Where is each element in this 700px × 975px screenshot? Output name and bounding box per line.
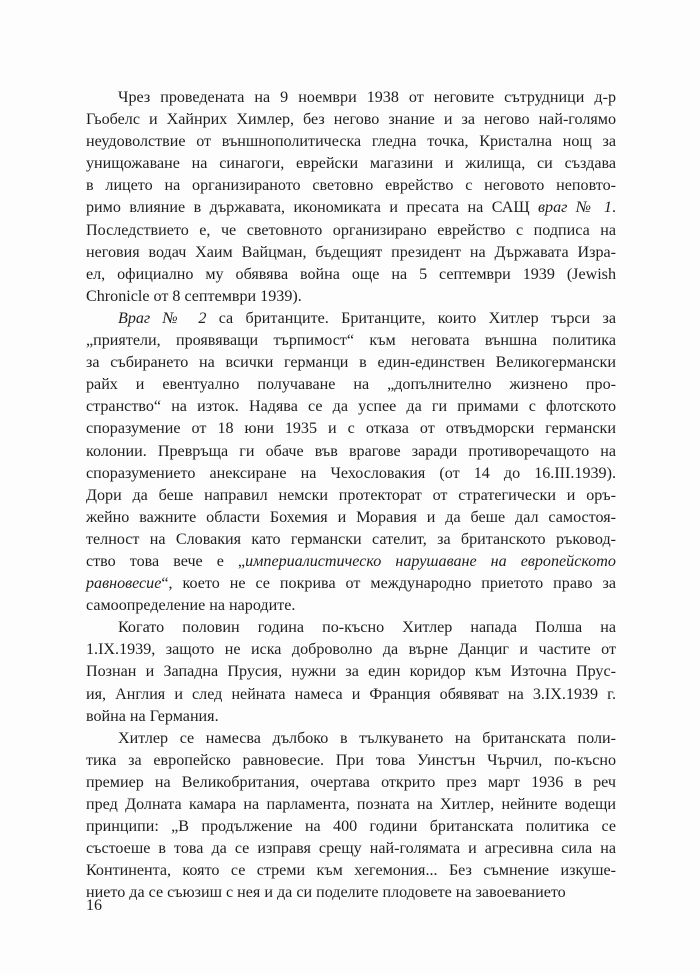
text-segment: състоеше в това да се изправя срещу най-голямата и агресивна сила на	[86, 840, 616, 858]
text-segment: самоопределение на народите.	[86, 597, 296, 615]
text-line	[86, 87, 616, 109]
text-line	[86, 352, 616, 374]
text-line	[86, 131, 616, 153]
text-segment: премиер на Великобритания, очертава открито през март 1936 в реч	[86, 773, 616, 791]
text-segment: „приятели, проявяващи търпимост“ към неговата външна политика	[86, 332, 616, 350]
text-segment: принципи: „В продължение на 400 години британската политика се	[86, 818, 616, 836]
text-segment: Гьобелс и Хайнрих Химлер, без негово знание и за негово най-голямо	[86, 111, 616, 129]
text-line	[86, 418, 616, 440]
text-line	[86, 529, 616, 551]
text-segment: пред Долната камара на парламента, позната на Хитлер, нейните водещи	[86, 796, 616, 813]
paragraph	[86, 87, 616, 308]
text-line	[86, 220, 616, 242]
text-line	[86, 507, 616, 529]
text-line	[86, 153, 616, 175]
text-segment: в лицето на организираното световно еврейство с неговото неповто-	[86, 177, 616, 195]
text-line	[86, 485, 616, 507]
text-line	[86, 706, 616, 728]
body-text	[86, 87, 616, 904]
text-segment: ел, официално му обявява война още на 5 септември 1939 (Jewish	[86, 265, 616, 283]
text-segment: са британците. Британците, които Хитлер търси за	[206, 309, 616, 327]
text-segment: Познан и Западна Прусия, нужни за един коридор към Източна Прус-	[86, 663, 616, 681]
text-line	[86, 109, 616, 131]
text-segment: неудоволствие от външнополитическа гледна точка, Кристална нощ за	[86, 133, 616, 151]
text-segment: телност на Словакия като германски сателит, за британското ръковод-	[86, 530, 616, 548]
paragraph	[86, 308, 616, 617]
text-line	[86, 374, 616, 396]
text-line	[86, 882, 616, 904]
text-segment: Чрез проведената на 9 ноември 1938 от неговите сътрудници д-р	[118, 89, 616, 106]
text-segment: споразумението анексиране на Чехословакия (от 14 до 16.III.1939).	[86, 464, 616, 482]
text-line	[86, 750, 616, 772]
text-line	[86, 242, 616, 264]
text-segment: унищожаване на синагоги, еврейски магазини и жилища, си създава	[86, 155, 616, 173]
text-line	[86, 595, 616, 617]
text-segment: нието да се съюзиш с нея и да си поделите плодовете на завоеванието	[86, 884, 566, 902]
text-line	[86, 197, 616, 219]
text-line	[86, 617, 616, 639]
italic-text: империалистическо нарушаване на европейското	[245, 552, 616, 570]
text-line	[86, 661, 616, 683]
text-segment: странство“ на изток. Надява се да успее да ги примами с флотското	[86, 398, 616, 416]
text-line	[86, 308, 616, 330]
text-line	[86, 441, 616, 463]
text-segment: ия, Англия и след нейната намеса и Франция обявяват на 3.IX.1939 г.	[86, 685, 616, 703]
text-segment: жейно важните области Бохемия и Моравия и да беше дал самостоя-	[86, 508, 616, 526]
text-line	[86, 286, 616, 308]
text-segment: Когато половин година по-късно Хитлер напада Полша на	[118, 619, 616, 637]
text-line	[86, 175, 616, 197]
text-segment: Хитлер се намесва дълбоко в тълкуването на британската поли-	[118, 729, 616, 747]
italic-text: враг № 1	[538, 199, 612, 217]
text-segment: колонии. Превръща ги обаче във врагове заради противоречащото на	[86, 442, 616, 460]
text-segment: тика за европейско равновесие. При това Уинстън Чърчил, по-късно	[86, 751, 616, 769]
text-segment: за събирането на всички германци в един-единствен Великогермански	[86, 354, 616, 372]
text-segment: “, което не се покрива от международно приетото право за	[161, 575, 616, 593]
text-segment: Дори да беше направил немски протекторат от стратегически и оръ-	[86, 486, 616, 504]
text-segment: Chronicle от 8 септември 1939).	[86, 287, 302, 305]
text-line	[86, 551, 616, 573]
text-segment: война на Германия.	[86, 707, 219, 725]
text-segment: римо влияние в държавата, икономиката и пресата на САЩ	[86, 199, 539, 217]
text-line	[86, 639, 616, 661]
text-line	[86, 330, 616, 352]
paragraph	[86, 617, 616, 727]
text-line	[86, 772, 616, 794]
text-segment: ство това вече е „	[86, 552, 246, 570]
text-line	[86, 838, 616, 860]
paragraph	[86, 728, 616, 905]
text-segment: 1.IX.1939, защото не иска доброволно да върне Данциг и частите от	[86, 641, 616, 659]
text-segment: райх и евентуално получаване на „допълнително жизнено про-	[86, 376, 616, 394]
text-segment: споразумение от 18 юни 1935 и с отказа от отвъдморски германски	[86, 420, 616, 438]
text-segment: Континента, която се стреми към хегемония... Без съмнение изкуше-	[86, 862, 616, 880]
text-segment: Последствието е, че световното организирано еврейство с подписа на	[86, 221, 616, 239]
text-segment: .	[611, 199, 616, 217]
text-line	[86, 860, 616, 882]
text-line	[86, 816, 616, 838]
italic-text: Враг № 2	[118, 309, 207, 327]
italic-text: равновесие	[86, 575, 162, 593]
text-line	[86, 794, 616, 816]
text-line	[86, 573, 616, 595]
text-segment: неговия водач Хаим Вайцман, бъдещият президент на Държавата Изра-	[86, 243, 616, 261]
text-line	[86, 264, 616, 286]
text-line	[86, 728, 616, 750]
page-number: 16	[86, 897, 102, 914]
text-line	[86, 463, 616, 485]
text-line	[86, 684, 616, 706]
text-line	[86, 396, 616, 418]
